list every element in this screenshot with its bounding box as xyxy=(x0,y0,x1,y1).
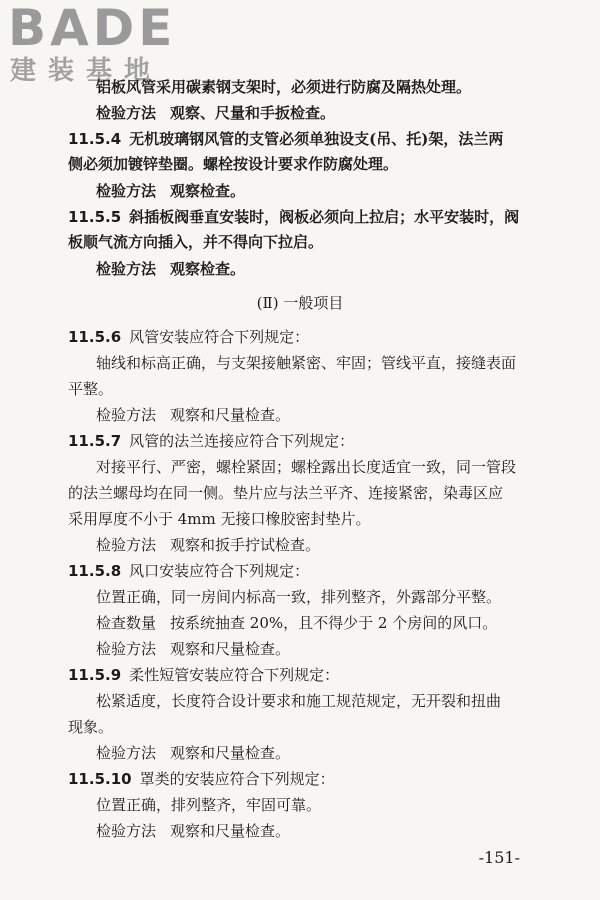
clause-body: 松紧适度，长度符合设计要求和施工规范规定，无开裂和扭曲 xyxy=(96,692,502,710)
clause-11-5-4: 11.5.4 无机玻璃钢风管的支管必须单独设支(吊、托)架，法兰两 xyxy=(68,130,504,148)
section-heading: (Ⅱ) 一般项目 xyxy=(256,294,344,312)
clause-11-5-9: 11.5.9 柔性短管安装应符合下列规定： xyxy=(68,666,340,684)
clause-body: 位置正确，同一房间内标高一致，排列整齐，外露部分平整。 xyxy=(96,588,502,606)
check-method-line: 检验方法 观察检查。 xyxy=(96,260,246,278)
clause-11-5-10: 11.5.10 罩类的安装应符合下列规定： xyxy=(68,770,335,788)
clause-11-5-7: 11.5.7 风管的法兰连接应符合下列规定： xyxy=(68,432,355,450)
clause-body: 现象。 xyxy=(68,718,114,736)
text-line: 铝板风管采用碳素钢支架时，必须进行防腐及隔热处理。 xyxy=(96,78,472,96)
clause-11-5-5-cont: 板顺气流方向插入，并不得向下拉启。 xyxy=(68,233,324,251)
clause-body: 对接平行、严密，螺栓紧固；螺栓露出长度适宜一致，同一管段 xyxy=(96,458,517,476)
clause-body: 轴线和标高正确，与支架接触紧密、牢固；管线平直，接缝表面 xyxy=(96,354,517,372)
check-quantity-line: 检查数量 按系统抽查 20%，且不得少于 2 个房间的风口。 xyxy=(96,614,498,632)
clause-11-5-4-cont: 侧必须加镀锌垫圈。螺栓按设计要求作防腐处理。 xyxy=(68,155,399,173)
check-method-line: 检验方法 观察、尺量和手扳检查。 xyxy=(96,104,336,122)
logo-brand: BADE xyxy=(8,0,177,57)
check-method-line: 检验方法 观察和尺量检查。 xyxy=(96,744,291,762)
check-method-line: 检验方法 观察和尺量检查。 xyxy=(96,822,291,840)
clause-11-5-6: 11.5.6 风管安装应符合下列规定： xyxy=(68,328,310,346)
logo-subtitle: 建装基地 xyxy=(10,56,163,86)
clause-body: 平整。 xyxy=(68,380,114,398)
check-method-line: 检验方法 观察和尺量检查。 xyxy=(96,406,291,424)
clause-body: 位置正确，排列整齐，牢固可靠。 xyxy=(96,796,322,814)
clause-body: 的法兰螺母均在同一侧。垫片应与法兰平齐、连接紧密，染毒区应 xyxy=(68,484,504,502)
clause-11-5-5: 11.5.5 斜插板阀垂直安装时，阀板必须向上拉启；水平安装时，阀 xyxy=(68,208,520,226)
check-method-line: 检验方法 观察检查。 xyxy=(96,182,246,200)
page-number: -151- xyxy=(478,848,520,867)
clause-body: 采用厚度不小于 4mm 无接口橡胶密封垫片。 xyxy=(68,510,371,528)
check-method-line: 检验方法 观察和扳手拧试检查。 xyxy=(96,536,321,554)
check-method-line: 检验方法 观察和尺量检查。 xyxy=(96,640,291,658)
clause-11-5-8: 11.5.8 风口安装应符合下列规定： xyxy=(68,562,310,580)
